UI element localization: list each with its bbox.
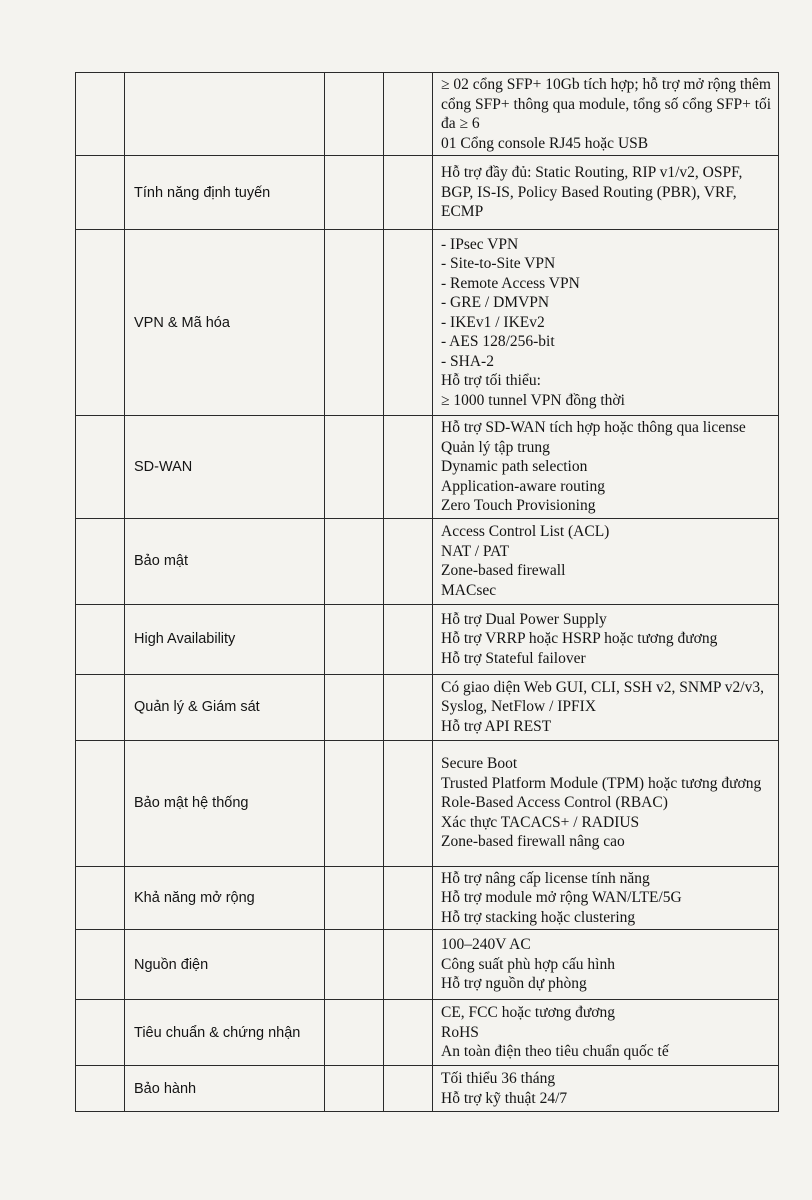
stt-cell bbox=[76, 73, 125, 156]
spec-line: CE, FCC hoặc tương đương bbox=[441, 1004, 615, 1022]
category-cell bbox=[125, 604, 325, 674]
category-label: VPN & Mã hóa bbox=[134, 314, 230, 331]
spec-line: Dynamic path selection bbox=[441, 458, 588, 475]
spec-line: Zone-based firewall bbox=[441, 562, 566, 579]
quantity-cell bbox=[384, 866, 433, 930]
spec-line: - GRE / DMVPN bbox=[441, 294, 550, 312]
spec-line: 100–240V AC bbox=[441, 936, 531, 954]
category-label: High Availability bbox=[134, 631, 236, 647]
table-row bbox=[76, 674, 779, 740]
spec-line: Công suất phù hợp cấu hình bbox=[441, 955, 615, 973]
unit-cell bbox=[325, 740, 384, 866]
quantity-cell bbox=[384, 73, 433, 156]
spec-line: Access Control List (ACL) bbox=[441, 523, 610, 540]
unit-cell bbox=[325, 416, 384, 519]
stt-cell bbox=[76, 518, 125, 604]
spec-cell bbox=[433, 73, 779, 156]
category-cell bbox=[125, 930, 325, 1000]
quantity-cell bbox=[384, 930, 433, 1000]
table-row bbox=[76, 930, 779, 1000]
spec-cell bbox=[433, 230, 779, 416]
spec-line: NAT / PAT bbox=[441, 542, 510, 560]
spec-cell bbox=[433, 416, 779, 519]
table-row bbox=[76, 230, 779, 416]
stt-cell bbox=[76, 866, 125, 930]
category-label: Bảo mật hệ thống bbox=[134, 795, 249, 811]
spec-line: Có giao diện Web GUI, CLI, SSH v2, SNMP v2/v3, Syslog, NetFlow / IPFIX bbox=[441, 678, 764, 716]
spec-line: Hỗ trợ module mở rộng WAN/LTE/5G bbox=[441, 889, 682, 906]
stt-cell bbox=[76, 1000, 125, 1066]
category-cell bbox=[125, 866, 325, 930]
category-cell bbox=[125, 1000, 325, 1066]
spec-cell bbox=[433, 518, 779, 604]
spec-cell bbox=[433, 740, 779, 866]
spec-line: Secure Boot bbox=[441, 755, 518, 773]
quantity-cell bbox=[384, 740, 433, 866]
unit-cell bbox=[325, 518, 384, 604]
spec-line: ≥ 02 cổng SFP+ 10Gb tích hợp; hỗ trợ mở rộng thêm cổng SFP+ thông qua module, tổng số cổng SFP+ tối đa ≥ 6 bbox=[441, 76, 772, 132]
stt-cell bbox=[76, 674, 125, 740]
quantity-cell bbox=[384, 604, 433, 674]
spec-cell bbox=[433, 1066, 779, 1112]
spec-line: Application-aware routing bbox=[441, 477, 605, 495]
unit-cell bbox=[325, 866, 384, 930]
spec-cell bbox=[433, 930, 779, 1000]
spec-line: An toàn điện theo tiêu chuẩn quốc tế bbox=[441, 1043, 669, 1061]
stt-cell bbox=[76, 604, 125, 674]
quantity-cell bbox=[384, 1066, 433, 1112]
category-cell bbox=[125, 1066, 325, 1112]
quantity-cell bbox=[384, 416, 433, 519]
spec-cell bbox=[433, 1000, 779, 1066]
unit-cell bbox=[325, 1066, 384, 1112]
unit-cell bbox=[325, 674, 384, 740]
spec-line: 01 Cổng console RJ45 hoặc USB bbox=[441, 134, 649, 152]
category-cell bbox=[125, 156, 325, 230]
category-label: Bảo mật bbox=[134, 553, 188, 569]
table-row bbox=[76, 73, 779, 156]
spec-line: ≥ 1000 tunnel VPN đồng thời bbox=[441, 391, 625, 409]
category-cell bbox=[125, 230, 325, 416]
spec-line: Trusted Platform Module (TPM) hoặc tương đương bbox=[441, 774, 762, 792]
spec-line: Hỗ trợ Dual Power Supply bbox=[441, 610, 607, 628]
quantity-cell bbox=[384, 1000, 433, 1066]
spec-cell bbox=[433, 866, 779, 930]
stt-cell bbox=[76, 1066, 125, 1112]
spec-line: - IPsec VPN bbox=[441, 235, 519, 253]
table-row bbox=[76, 866, 779, 930]
spec-line: Xác thực TACACS+ / RADIUS bbox=[441, 813, 640, 831]
category-cell bbox=[125, 674, 325, 740]
unit-cell bbox=[325, 230, 384, 416]
category-cell bbox=[125, 73, 325, 156]
quantity-cell bbox=[384, 230, 433, 416]
spec-line: Hỗ trợ Stateful failover bbox=[441, 649, 586, 667]
spec-line: Zone-based firewall nâng cao bbox=[441, 833, 625, 851]
spec-line: - Site-to-Site VPN bbox=[441, 255, 556, 273]
stt-cell bbox=[76, 230, 125, 416]
spec-line: MACsec bbox=[441, 581, 497, 599]
spec-line: Hỗ trợ API REST bbox=[441, 717, 552, 735]
table-row bbox=[76, 740, 779, 866]
spec-cell bbox=[433, 674, 779, 740]
category-label: Bảo hành bbox=[134, 1080, 197, 1097]
table-row bbox=[76, 1066, 779, 1112]
table-row bbox=[76, 1000, 779, 1066]
spec-line: Hỗ trợ SD-WAN tích hợp hoặc thông qua license bbox=[441, 419, 746, 436]
category-cell bbox=[125, 416, 325, 519]
unit-cell bbox=[325, 156, 384, 230]
category-cell bbox=[125, 518, 325, 604]
category-label: Quản lý & Giám sát bbox=[134, 699, 260, 715]
table-row bbox=[76, 604, 779, 674]
stt-cell bbox=[76, 930, 125, 1000]
spec-line: Hỗ trợ kỹ thuật 24/7 bbox=[441, 1089, 568, 1107]
spec-line: RoHS bbox=[441, 1023, 479, 1041]
quantity-cell bbox=[384, 518, 433, 604]
category-label: Nguồn điện bbox=[134, 956, 209, 973]
spec-line: Hỗ trợ đầy đủ: Static Routing, RIP v1/v2, OSPF, BGP, IS-IS, Policy Based Routing (PBR), VRF, ECMP bbox=[441, 164, 743, 221]
stt-cell bbox=[76, 740, 125, 866]
unit-cell bbox=[325, 604, 384, 674]
spec-line: Hỗ trợ stacking hoặc clustering bbox=[441, 908, 636, 926]
spec-cell bbox=[433, 604, 779, 674]
spec-line: Hỗ trợ VRRP hoặc HSRP hoặc tương đương bbox=[441, 630, 718, 648]
spec-line: - Remote Access VPN bbox=[441, 274, 580, 292]
spec-table-body bbox=[76, 73, 779, 1112]
spec-line: Quản lý tập trung bbox=[441, 438, 550, 456]
category-label: Khả năng mở rộng bbox=[134, 889, 255, 906]
spec-line: Tối thiểu 36 tháng bbox=[441, 1070, 556, 1087]
spec-line: Zero Touch Provisioning bbox=[441, 497, 596, 514]
spec-line: - SHA-2 bbox=[441, 352, 494, 370]
category-label: Tiêu chuẩn & chứng nhận bbox=[134, 1024, 301, 1041]
spec-line: Hỗ trợ nâng cấp license tính năng bbox=[441, 869, 650, 887]
spec-line: - IKEv1 / IKEv2 bbox=[441, 313, 545, 331]
spec-line: - AES 128/256-bit bbox=[441, 333, 555, 351]
spec-line: Hỗ trợ nguồn dự phòng bbox=[441, 975, 587, 993]
table-row bbox=[76, 416, 779, 519]
category-label: Tính năng định tuyến bbox=[134, 184, 271, 201]
quantity-cell bbox=[384, 156, 433, 230]
stt-cell bbox=[76, 416, 125, 519]
quantity-cell bbox=[384, 674, 433, 740]
unit-cell bbox=[325, 73, 384, 156]
stt-cell bbox=[76, 156, 125, 230]
table-row bbox=[76, 518, 779, 604]
spec-cell bbox=[433, 156, 779, 230]
unit-cell bbox=[325, 1000, 384, 1066]
spec-table bbox=[75, 72, 779, 1112]
table-row bbox=[76, 156, 779, 230]
unit-cell bbox=[325, 930, 384, 1000]
category-cell bbox=[125, 740, 325, 866]
category-label: SD-WAN bbox=[134, 458, 193, 475]
spec-line: Hỗ trợ tối thiểu: bbox=[441, 372, 541, 390]
spec-line: Role-Based Access Control (RBAC) bbox=[441, 794, 668, 812]
